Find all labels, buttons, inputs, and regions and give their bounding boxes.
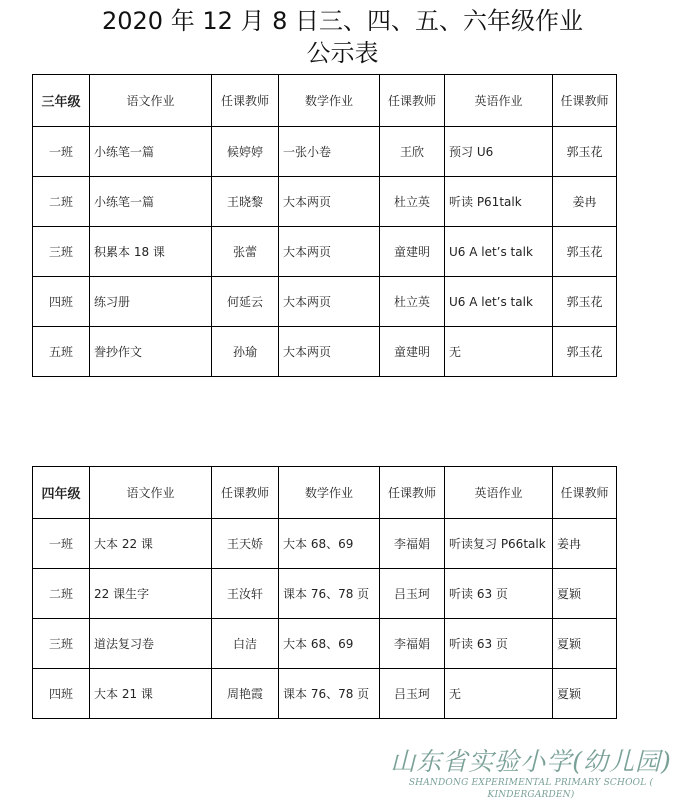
math-homework-cell: 大本 68、69	[279, 519, 380, 569]
chinese-teacher-cell: 王汝轩	[212, 569, 279, 619]
math-teacher-cell: 李福娟	[380, 519, 445, 569]
school-name-cn: 山东省实验小学(幼儿园)	[390, 747, 672, 776]
math-homework-cell: 大本 68、69	[279, 619, 380, 669]
math-homework-cell: 一张小卷	[279, 127, 380, 177]
english-teacher-cell: 夏颖	[553, 569, 617, 619]
chinese-homework-cell: 积累本 18 课	[90, 227, 212, 277]
chinese-homework-cell: 22 课生字	[90, 569, 212, 619]
table-row	[33, 177, 617, 227]
english-homework-cell: 听读 63 页	[445, 569, 553, 619]
class-cell: 一班	[33, 127, 90, 177]
english-teacher-cell: 郭玉花	[553, 127, 617, 177]
header-chinese: 语文作业	[90, 467, 212, 519]
math-homework-cell: 大本两页	[279, 177, 380, 227]
chinese-homework-cell: 小练笔一篇	[90, 127, 212, 177]
table-row	[33, 127, 617, 177]
class-cell: 四班	[33, 277, 90, 327]
english-homework-cell: 听读 63 页	[445, 619, 553, 669]
grade3-table	[32, 74, 617, 377]
header-chinese: 语文作业	[90, 75, 212, 127]
math-homework-cell: 大本两页	[279, 327, 380, 377]
chinese-teacher-cell: 候婷婷	[212, 127, 279, 177]
class-cell: 二班	[33, 569, 90, 619]
header-teacher: 任课教师	[553, 75, 617, 127]
math-teacher-cell: 吕玉珂	[380, 569, 445, 619]
math-teacher-cell: 童建明	[380, 327, 445, 377]
chinese-teacher-cell: 何延云	[212, 277, 279, 327]
english-homework-cell: U6 A let’s talk	[445, 277, 553, 327]
header-teacher: 任课教师	[380, 75, 445, 127]
page-title: 2020 年 12 月 8 日三、四、五、六年级作业	[101, 7, 584, 35]
grade-label: 四年级	[33, 467, 90, 519]
english-homework-cell: U6 A let’s talk	[445, 227, 553, 277]
chinese-homework-cell: 道法复习卷	[90, 619, 212, 669]
chinese-teacher-cell: 张蕾	[212, 227, 279, 277]
header-teacher: 任课教师	[212, 467, 279, 519]
math-teacher-cell: 李福娟	[380, 619, 445, 669]
page-subtitle: 公示表	[306, 39, 379, 67]
class-cell: 三班	[33, 619, 90, 669]
table-row	[33, 519, 617, 569]
header-english: 英语作业	[445, 467, 553, 519]
english-homework-cell: 预习 U6	[445, 127, 553, 177]
english-teacher-cell: 姜冉	[553, 519, 617, 569]
class-cell: 四班	[33, 669, 90, 719]
table-row	[33, 569, 617, 619]
english-homework-cell: 无	[445, 327, 553, 377]
english-teacher-cell: 姜冉	[553, 177, 617, 227]
class-cell: 一班	[33, 519, 90, 569]
math-teacher-cell: 吕玉珂	[380, 669, 445, 719]
class-cell: 五班	[33, 327, 90, 377]
chinese-teacher-cell: 孙瑜	[212, 327, 279, 377]
math-homework-cell: 大本两页	[279, 227, 380, 277]
table-row	[33, 669, 617, 719]
english-homework-cell: 无	[445, 669, 553, 719]
math-teacher-cell: 童建明	[380, 227, 445, 277]
chinese-teacher-cell: 白洁	[212, 619, 279, 669]
english-teacher-cell: 郭玉花	[553, 227, 617, 277]
school-name-en: SHANDONG EXPERIMENTAL PRIMARY SCHOOL ( KINDERGARDEN)	[408, 778, 654, 800]
english-teacher-cell: 夏颖	[553, 619, 617, 669]
header-teacher: 任课教师	[380, 467, 445, 519]
class-cell: 三班	[33, 227, 90, 277]
chinese-teacher-cell: 周艳霞	[212, 669, 279, 719]
chinese-homework-cell: 小练笔一篇	[90, 177, 212, 227]
english-teacher-cell: 郭玉花	[553, 327, 617, 377]
chinese-homework-cell: 誊抄作文	[90, 327, 212, 377]
header-math: 数学作业	[279, 467, 380, 519]
chinese-homework-cell: 练习册	[90, 277, 212, 327]
table-header-row	[33, 75, 617, 127]
math-teacher-cell: 杜立英	[380, 277, 445, 327]
math-teacher-cell: 王欣	[380, 127, 445, 177]
header-english: 英语作业	[445, 75, 553, 127]
header-teacher: 任课教师	[553, 467, 617, 519]
class-cell: 二班	[33, 177, 90, 227]
table-row	[33, 277, 617, 327]
english-homework-cell: 听读复习 P66talk	[445, 519, 553, 569]
table-row	[33, 619, 617, 669]
chinese-homework-cell: 大本 21 课	[90, 669, 212, 719]
grade4-table	[32, 466, 617, 719]
header-math: 数学作业	[279, 75, 380, 127]
grade-label: 三年级	[33, 75, 90, 127]
chinese-teacher-cell: 王天娇	[212, 519, 279, 569]
english-teacher-cell: 夏颖	[553, 669, 617, 719]
math-homework-cell: 课本 76、78 页	[279, 569, 380, 619]
table-row	[33, 227, 617, 277]
school-logo	[381, 747, 681, 801]
chinese-teacher-cell: 王晓黎	[212, 177, 279, 227]
header-teacher: 任课教师	[212, 75, 279, 127]
table-header-row	[33, 467, 617, 519]
chinese-homework-cell: 大本 22 课	[90, 519, 212, 569]
english-homework-cell: 听读 P61talk	[445, 177, 553, 227]
math-homework-cell: 课本 76、78 页	[279, 669, 380, 719]
math-teacher-cell: 杜立英	[380, 177, 445, 227]
math-homework-cell: 大本两页	[279, 277, 380, 327]
table-row	[33, 327, 617, 377]
english-teacher-cell: 郭玉花	[553, 277, 617, 327]
